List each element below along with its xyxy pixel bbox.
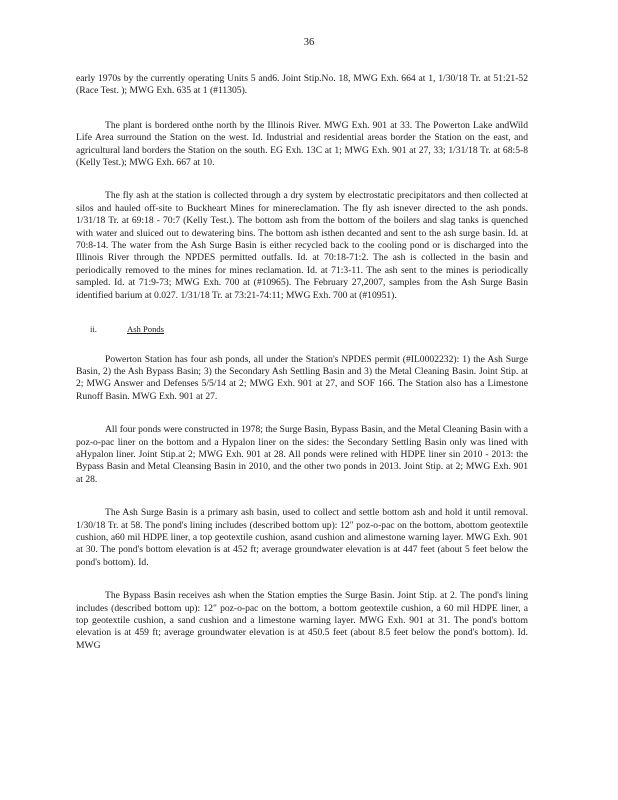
paragraph-bypass-basin: The Bypass Basin receives ash when the Station empties the Surge Basin. Joint Stip. at 2. The pond's lining includes (described bottom up): 12" poz-o-pac on the bottom, a bottom geotextile cushion, a 60 mil HDPE liner, a top geotextile cushion, a sand cushion and a limestone warning layer. MWG Exh. 901 at 31. The pond's bottom elevation is at 459 ft; average groundwater elevation is at 450.5 feet (about 8.5 feet below the pond's bottom). Id. MWG	[76, 590, 528, 651]
paragraph-continuation: early 1970s by the currently operating Units 5 and6. Joint Stip.No. 18, MWG Exh. 664 at 1, 1/30/18 Tr. at 51:21-52 (Race Test. ); MWG Exh. 635 at 1 (#11305).	[76, 73, 528, 97]
paragraph-surge-basin: The Ash Surge Basin is a primary ash basin, used to collect and settle bottom ash and hold it until removal. 1/30/18 Tr. at 58. The pond's lining includes (described bottom up): 12" poz-o-pac on the bottom, abottom geotextile cushion, a60 mil HDPE liner, a top geotextile cushion, asand cushion and alimestone warning layer. MWG Exh. 901 at 30. The pond's bottom elevation is at 452 ft; average groundwater elevation is at 447 feet (about 5 feet below the pond's bottom). Id.	[76, 507, 528, 568]
paragraph-fly-ash: The fly ash at the station is collected through a dry system by electrostatic precipitators and then collected at silos and hauled off-site to Buckheart Mines for minereclamation. The fly ash isnever directed to the ash ponds. 1/31/18 Tr. at 69:18 - 70:7 (Kelly Test.). The bottom ash from the bottom of the boilers and slag tanks is quenched with water and sluiced out to dewatering bins. The bottom ash isthen decanted and sent to the ash surge basin. Id. at 70:8-14. The water from the Ash Surge Basin is either recycled back to the cooling pond or is discharged into the Illinois River through the NPDES permitted outfalls. Id. at 70:18-71:2. The ash is collected in the basin and periodically removed to the mines for mines reclamation. Id. at 71:3-11. The ash sent to the mines is periodically sampled. Id. at 71:9-73; MWG Exh. 700 at (#10965). The February 27,2007, samples from the Ash Surge Basin identified barium at 0.027. 1/31/18 Tr. at 73:21-74:11; MWG Exh. 700 at (#10951).	[76, 190, 528, 301]
paragraph-four-ponds: Powerton Station has four ash ponds, all under the Station's NPDES permit (#IL0002232): 1) the Ash Surge Basin, 2) the Ash Bypass Basin; 3) the Secondary Ash Settling Basin and 3) the Metal Cleaning Basin. Joint Stip. at 2; MWG Answer and Defenses 5/5/14 at 2; MWG Exh. 901 at 27, and SOF 166. The Station also has a Limestone Runoff Basin. MWG Exh. 901 at 27.	[76, 353, 528, 402]
document-body	[76, 73, 528, 673]
section-title: Ash Ponds	[127, 324, 165, 335]
paragraph-plant-borders: The plant is bordered onthe north by the Illinois River. MWG Exh. 901 at 33. The Powerton Lake andWild Life Area surround the Station on the west. Id. Industrial and residential areas border the Station on the east, and agricultural land borders the Station on the south. EG Exh. 13C at 1; MWG Exh. 901 at 27, 33; 1/31/18 Tr. at 68:5-8 (Kelly Test.); MWG Exh. 667 at 10.	[76, 119, 528, 169]
section-heading	[90, 323, 528, 335]
section-number: ii.	[90, 324, 97, 335]
paragraph-construction: All four ponds were constructed in 1978; the Surge Basin, Bypass Basin, and the Metal Cleaning Basin with a poz-o-pac liner on the bottom and a Hypalon liner on the sides: the Secondary Settling Basin only was lined with aHypalon liner. Joint Stip.at 2; MWG Exh. 901 at 28. All ponds were relined with HDPE liner sin 2010 - 2013: the Bypass Basin and Metal Cleansing Basin in 2010, and the other two ponds in 2013. Joint Stip. at 2; MWG Exh. 901 at 28.	[76, 424, 528, 485]
page-number: 36	[303, 37, 315, 48]
